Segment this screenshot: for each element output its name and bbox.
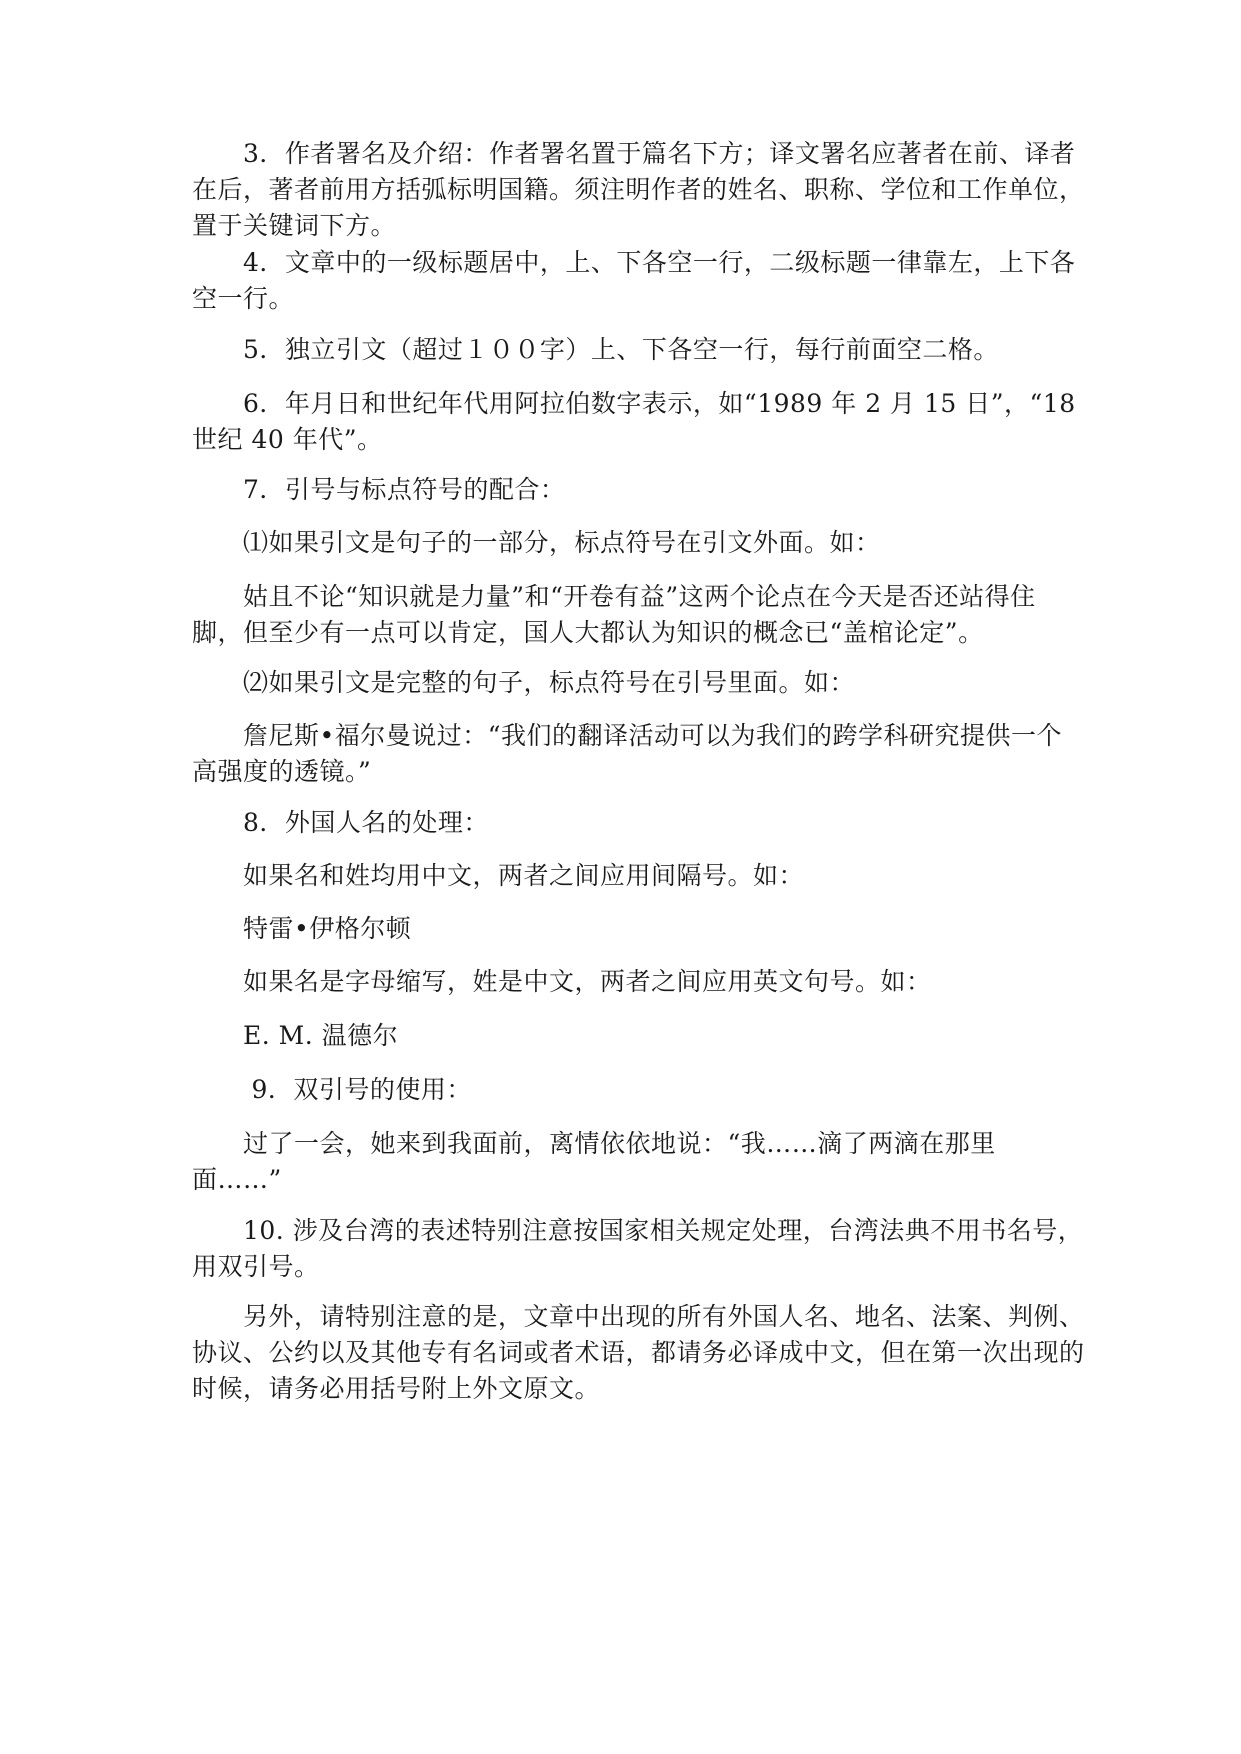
text-line: ⑵如果引文是完整的句子，标点符号在引号里面。如： <box>192 668 856 697</box>
text-line: 10. 涉及台湾的表述特别注意按国家相关规定处理，台湾法典不用书名号， <box>192 1216 1084 1245</box>
text-line: 3．作者署名及介绍：作者署名置于篇名下方；译文署名应著者在前、译者 <box>192 139 1076 168</box>
text-line: 时候，请务必用括号附上外文原文。 <box>192 1374 601 1403</box>
paragraph-item-4-headings <box>192 245 1076 317</box>
paragraph-item-8-example-1 <box>192 911 1058 947</box>
text-line: 空一行。 <box>192 284 295 313</box>
text-line: 詹尼斯•福尔曼说过：“我们的翻译活动可以为我们的跨学科研究提供一个 <box>192 721 1063 750</box>
text-line: 另外，请特别注意的是，文章中出现的所有外国人名、地名、法案、判例、 <box>192 1302 1085 1331</box>
text-line: 9．双引号的使用： <box>192 1075 472 1104</box>
paragraph-item-8-foreign-names <box>192 805 1058 841</box>
text-line: 用双引号。 <box>192 1252 320 1281</box>
text-line: 面……” <box>192 1165 282 1194</box>
text-line: 高强度的透镜。” <box>192 757 372 786</box>
text-line: 如果名和姓均用中文，两者之间应用间隔号。如： <box>192 861 805 890</box>
paragraph-item-7-rule-2 <box>192 665 1058 701</box>
text-line: 脚，但至少有一点可以肯定，国人大都认为知识的概念已“盖棺论定”。 <box>192 618 984 647</box>
text-line: 世纪 40 年代”。 <box>192 425 383 454</box>
paragraph-item-7-quotation-marks <box>192 472 1058 508</box>
paragraph-additional-note <box>192 1299 1085 1407</box>
paragraph-item-3-author-signature <box>192 136 1085 244</box>
text-line: 8．外国人名的处理： <box>192 808 489 837</box>
paragraph-item-9-example <box>192 1126 1058 1198</box>
text-line: 过了一会，她来到我面前，离情依依地说：“我……滴了两滴在那里 <box>192 1129 996 1158</box>
text-line: 如果名是字母缩写，姓是中文，两者之间应用英文句号。如： <box>192 967 932 996</box>
paragraph-item-10-taiwan <box>192 1213 1084 1285</box>
paragraph-item-8-rule-1 <box>192 858 1058 894</box>
text-line: E. M. 温德尔 <box>192 1021 399 1050</box>
text-line: 5．独立引文（超过１００字）上、下各空一行，每行前面空二格。 <box>192 335 999 364</box>
paragraph-item-9-double-quotes <box>192 1072 1058 1108</box>
text-line: 协议、公约以及其他专有名词或者术语，都请务必译成中文，但在第一次出现的 <box>192 1338 1085 1367</box>
paragraph-item-7-example-2 <box>192 718 1063 790</box>
text-line: 4．文章中的一级标题居中，上、下各空一行，二级标题一律靠左，上下各 <box>192 248 1076 277</box>
paragraph-item-8-rule-2 <box>192 964 1058 1000</box>
paragraph-item-7-example-1 <box>192 579 1058 651</box>
text-line: 姑且不论“知识就是力量”和“开卷有益”这两个论点在今天是否还站得住 <box>192 582 1036 611</box>
text-line: 在后，著者前用方括弧标明国籍。须注明作者的姓名、职称、学位和工作单位， <box>192 175 1085 204</box>
text-line: ⑴如果引文是句子的一部分，标点符号在引文外面。如： <box>192 528 881 557</box>
paragraph-item-7-rule-1 <box>192 525 1058 561</box>
paragraph-item-8-example-2 <box>192 1018 1058 1054</box>
text-line: 6．年月日和世纪年代用阿拉伯数字表示，如“1989 年 2 月 15 日”，“18 <box>192 389 1076 418</box>
paragraph-item-6-dates <box>192 386 1076 458</box>
text-line: 置于关键词下方。 <box>192 211 397 240</box>
text-line: 特雷•伊格尔顿 <box>192 914 412 943</box>
text-line: 7．引号与标点符号的配合： <box>192 475 566 504</box>
paragraph-item-5-block-quote <box>192 332 1058 368</box>
